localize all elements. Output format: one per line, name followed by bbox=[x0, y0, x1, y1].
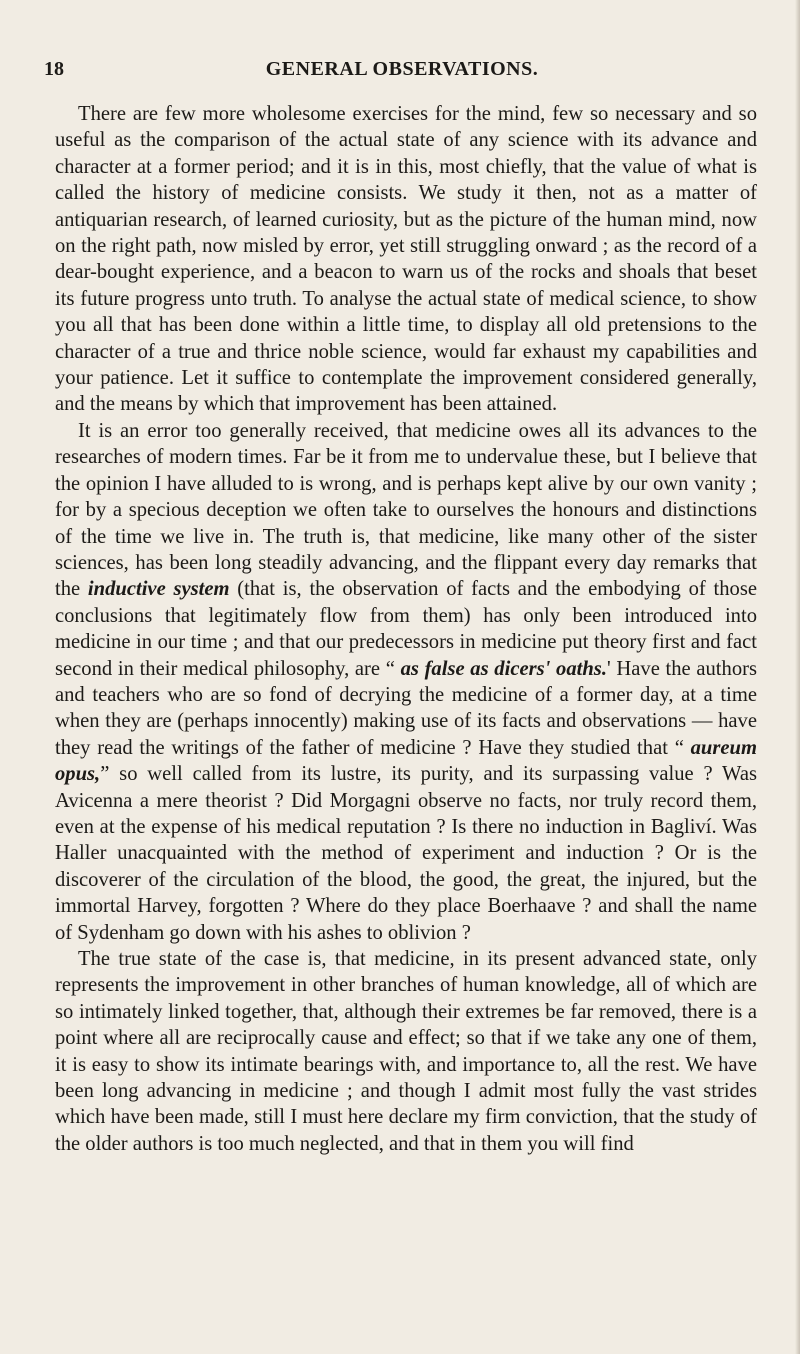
italic-inductive-system: inductive system bbox=[87, 578, 230, 601]
paragraph-1 bbox=[55, 101, 757, 418]
running-head bbox=[44, 58, 760, 84]
paragraph-2 bbox=[55, 418, 757, 946]
page-number: 18 bbox=[44, 58, 64, 80]
running-title: GENERAL OBSERVATIONS. bbox=[265, 58, 539, 80]
body-text bbox=[55, 101, 757, 1157]
italic-aureum-opus: aureum opus, bbox=[55, 736, 757, 786]
paragraph-2-text-a: It is an error too generally received, that medicine owes all its advances to the researches of modern times. Far be it from me to undervalue these, but I believe that the opinion I have alluded to is wrong, and is perhaps kept alive by our own vanity ; for by a specious deception we often take to ourselves the honours and distinctions of the time we live in. The truth is, that medicine, like many other of the sister sciences, has been long steadily advancing, and the flippant every day remarks that the bbox=[55, 419, 757, 601]
paragraph-2-text-d: ” so well called from its lustre, its purity, and its surpassing value ? Was Avicenna a mere theorist ? Did Morgagni observe no facts, nor truly record them, even at the expense of his medical reputation ? Is there no induction in Bagliví. Was Haller unacquainted with the method of experiment and induction ? Or is the discoverer of the circulation of the blood, the good, the great, the injured, but the immortal Harvey, forgotten ? Where do they place Boerhaave ? and shall the name of Sydenham go down with his ashes to oblivion ? bbox=[55, 763, 757, 944]
paragraph-2-text-c: ' Have the authors and teachers who are so fond of decrying the medicine of a former day, at a time when they are (perhaps innocently) making use of its facts and observations — have they read the writings of the father of medicine ? Have they studied that “ bbox=[55, 657, 757, 759]
paragraph-3-text: The true state of the case is, that medicine, in its present advanced state, only represents the improvement in other branches of human knowledge, all of which are so intimately linked together, that, although their extremes be far removed, there is a point where all are reciprocally cause and effect; so that if we take any one of them, it is easy to show its intimate bearings with, and importance to, all the rest. We have been long advancing in medicine ; and though I admit most fully the vast strides which have been made, still I must here declare my firm conviction, that the study of the older authors is too much neglected, and that in them you will find bbox=[55, 948, 757, 1155]
paragraph-2-text-b: (that is, the observation of facts and the embodying of those conclusions that legitimately flow from them) has only been introduced into medicine in our time ; and that our predecessors in medicine put theory first and fact second in their medical philosophy, are “ bbox=[55, 578, 757, 680]
italic-dicers-oaths: as false as dicers' oaths. bbox=[400, 657, 607, 680]
paragraph-1-text: There are few more wholesome exercises for the mind, few so necessary and so useful as the comparison of the actual state of any science with its advance and character at a former period; and it is in this, most chiefly, that the value of what is called the history of medicine consists. We study it then, not as a matter of antiquarian research, of learned curiosity, but as the picture of the human mind, now on the right path, now misled by error, yet still struggling onward ; as the record of a dear-bought experience, and a beacon to warn us of the rocks and shoals that beset its future progress unto truth. To analyse the actual state of medical science, to show you all that has been done within a little time, to display all old pretensions to the character of a true and thrice noble science, would far exhaust my capabilities and your patience. Let it suffice to contemplate the improvement considered generally, and the means by which that improvement has been attained. bbox=[55, 103, 757, 416]
paragraph-3 bbox=[55, 946, 757, 1157]
page-edge-shadow bbox=[795, 0, 800, 1354]
